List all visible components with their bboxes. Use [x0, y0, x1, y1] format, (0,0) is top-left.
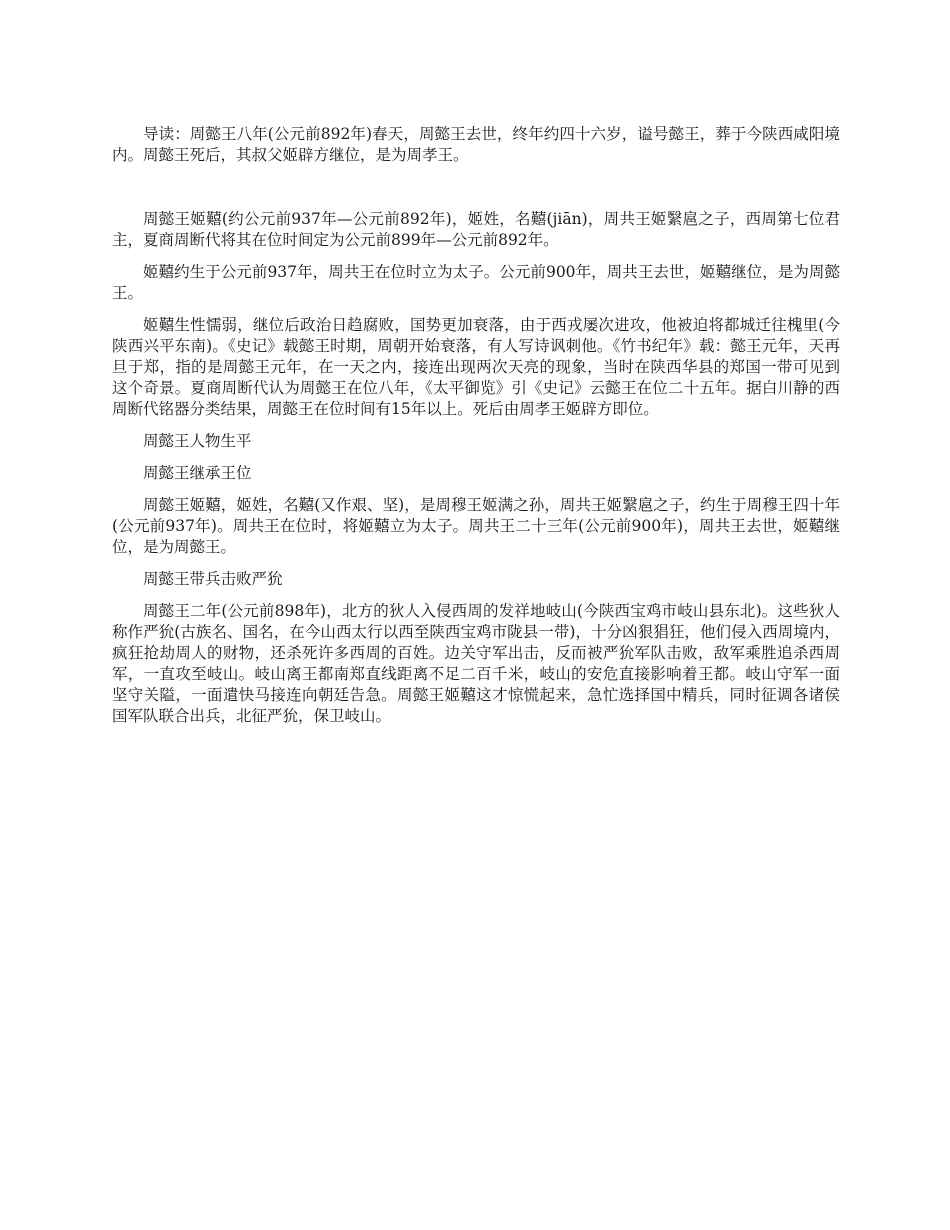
paragraph-birth: 姬囏约生于公元前937年，周共王在位时立为太子。公元前900年，周共王去世，姬囏继位，是为周懿王。: [112, 263, 840, 302]
paragraph-reign: 姬囏生性懦弱，继位后政治日趋腐败，国势更加衰落，由于西戎屡次进攻，他被迫将都城迁往槐里(今陕西兴平东南)。《史记》载懿王时期，周朝开始衰落，有人写诗讽刺他。《竹书纪年》载：懿王元年，天再旦于郑，指的是周懿王元年，在一天之内，接连出现两次天亮的现象，当时在陕西华县的郑国一带可见到这个奇景。夏商周断代认为周懿王在位八年，《太平御览》引《史记》云懿王在位二十五年。据白川静的西周断代铭器分类结果，周懿王在位时间有15年以上。死后由周孝王姬辟方即位。: [112, 316, 840, 418]
paragraph-biography: 周懿王姬囏(约公元前937年—公元前892年)，姬姓，名囏(jiān)，周共王姬繄扈之子，西周第七位君主，夏商周断代将其在位时间定为公元前899年—公元前892年。: [112, 210, 840, 249]
paragraph-campaign: 周懿王二年(公元前898年)，北方的狄人入侵西周的发祥地岐山(今陕西宝鸡市岐山县东北)。这些狄人称作严狁(古族名、国名，在今山西太行以西至陕西宝鸡市陇县一带)，十分凶狠猖狂，他们侵入西周境内，疯狂抢劫周人的财物，还杀死许多西周的百姓。边关守军出击，反而被严狁军队击败，敌军乘胜追杀西周军，一直攻至岐山。岐山离王都南郑直线距离不足二百千米，岐山的安危直接影响着王都。岐山守军一面坚守关隘，一面遣快马接连向朝廷告急。周懿王姬囏这才惊慌起来，急忙选择国中精兵，同时征调各诸侯国军队联合出兵，北征严狁，保卫岐山。: [112, 602, 840, 725]
intro-paragraph: 导读：周懿王八年(公元前892年)春天，周懿王去世，终年约四十六岁，谥号懿王，葬于今陕西咸阳境内。周懿王死后，其叔父姬辟方继位，是为周孝王。: [112, 125, 840, 164]
paragraph-succession: 周懿王姬囏，姬姓，名囏(又作艰、坚)，是周穆王姬满之孙，周共王姬繄扈之子，约生于周穆王四十年(公元前937年)。周共王在位时，将姬囏立为太子。周共王二十三年(公元前900年)，周共王去世，姬囏继位，是为周懿王。: [112, 496, 840, 556]
section-spacer: [112, 177, 840, 209]
heading-campaign: 周懿王带兵击败严狁: [143, 570, 283, 588]
heading-succession: 周懿王继承王位: [143, 464, 252, 482]
heading-life: 周懿王人物生平: [143, 432, 252, 450]
document-body: [112, 124, 840, 738]
